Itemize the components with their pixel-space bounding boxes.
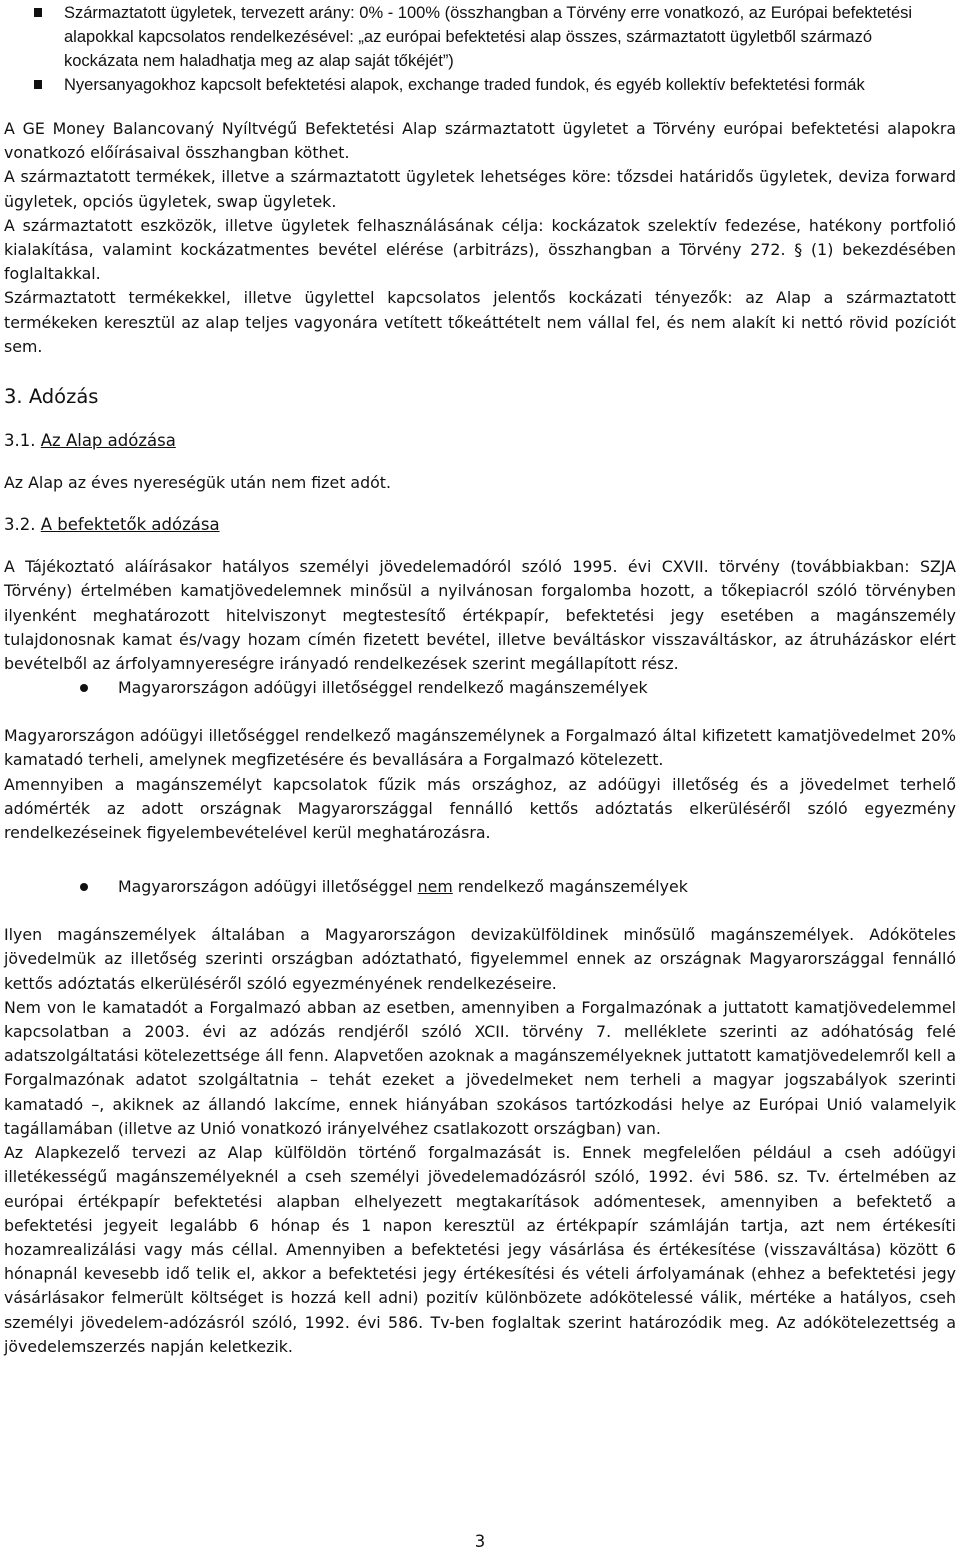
list-item-text-underlined: nem [417, 877, 453, 897]
subsection-number: 3.1. [4, 431, 36, 451]
spacer [4, 97, 956, 117]
subsection-heading [4, 429, 956, 453]
square-bullet-icon [34, 80, 42, 89]
spacer [4, 899, 956, 923]
round-bullet-icon [80, 883, 88, 891]
list-item-text-post: rendelkező magánszemélyek [452, 877, 688, 897]
spacer [4, 845, 956, 875]
spacer [4, 700, 956, 724]
paragraph: Az Alapkezelő tervezi az Alap külföldön történő forgalmazását is. Ennek megfelelően például a cseh adóügyi illetékességű magánszemélyeknél a cseh személyi jövedelemadózásról szóló, 1992. évi 586. sz. Tv. értelmében az európai értékpapír befektetési alapban elhelyezett megtakarítások adómentesek, amennyiben a befektető a befektetési jegyeit legalább 6 hónap és 1 napon keresztül az értékpapír számláján tartja, azt nem értékesíti hozamrealizálási vagy más céllal. Amennyiben a befektetési jegy vásárlása és értékesítése (visszaváltása) között 6 hónapnál kevesebb idő telik el, akkor a befektetési jegy értékesítési és vételi árfolyamának (ehhez a befektetési jegy vásárlásakor felmerült költséget is hozzá kell adni) pozitív különbözete adókötelessé válik, mértéke a hatályos, cseh személyi jövedelem-adózásról szóló, 1992. évi 586. Tv-ben foglaltak szerint határozódik meg. Az adókötelezettség a jövedelemszerzés napján keletkezik. [4, 1143, 956, 1356]
paragraph: A származtatott termékek, illetve a származtatott ügyletek lehetséges köre: tőzsdei határidős ügyletek, deviza forward ügyletek, opciós ügyletek, swap ügyletek. [4, 167, 956, 211]
spacer [4, 537, 956, 555]
list-item-text: Származtatott ügyletek, tervezett arány: 0% - 100% (összhangban a Törvény erre vonatkozó, az Európai befektetési alapokkal kapcsolatos rendelkezésével: „az európai befektetési alap összes, származtatott ügyletből származó kockázata nem haladhatja meg az alap saját tőkéjét”) [64, 4, 913, 70]
paragraph: Ilyen magánszemélyek általában a Magyarországon devizakülföldinek minősülő magánszemélyek. Adóköteles jövedelmük az illetőség szerinti országban adóztatható, figyelemmel ennek az országnak Magyarországgal fennálló kettős adóztatás elkerüléséről szóló egyezményének rendelkezéseire. [4, 925, 956, 993]
section-heading [4, 385, 956, 409]
round-bullet-icon [80, 684, 88, 692]
section-number: 3. [4, 385, 23, 409]
paragraph: A Tájékoztató aláírásakor hatályos személyi jövedelemadóról szóló 1995. évi CXVII. törvény (továbbiakban: SZJA Törvény) értelmében kamatjövedelemnek minősül a nyilvánosan forgalomba hozott, a tőkepiacról szóló törvényben ilyenként meghatározott hitelviszonyt megtestesítő értékpapír, befektetési jegy esetében a magánszemély tulajdonosnak kamat és/vagy hozam címén fizetett bevétel, illetve beváltáskor visszaváltáskor, az átruházáskor elért bevételből az árfolyamnyereségre irányadó rendelkezések szerint megállapított rész. [4, 557, 956, 674]
paragraph: Az Alap az éves nyereségük után nem fizet adót. [4, 473, 392, 493]
list-item [4, 1, 956, 73]
page-number: 3 [474, 1532, 486, 1551]
subsection-heading [4, 513, 956, 537]
list-item-text: Nyersanyagokhoz kapcsolt befektetési alapok, exchange traded fundok, és egyéb kollektív befektetési formák [64, 76, 865, 94]
list-item-text: Magyarországon adóügyi illetőséggel rendelkező magánszemélyek [118, 678, 648, 698]
spacer [4, 409, 956, 429]
subsection-title: Az Alap adózása [40, 431, 176, 451]
list-item-text-pre: Magyarországon adóügyi illetőséggel [118, 877, 418, 897]
paragraph: A származtatott eszközök, illetve ügyletek felhasználásának célja: kockázatok szelektív fedezése, hatékony portfolió kialakítása, valamint kockázatmentes bevétel elérése (arbitrázs), összhangban a Törvény 272. § (1) bekezdésében foglaltakkal. [4, 215, 956, 284]
paragraph: Nem von le kamatadót a Forgalmazó abban az esetben, amennyiben a Forgalmazónak a juttatott kamatjövedelemmel kapcsolatban a 2003. évi az adózás rendjéről szóló XCII. törvény 7. melléklete szerinti az adóhatóság felé adatszolgáltatási kötelezettsége áll fenn. Alapvetően azoknak a magánszemélyeknek juttatott kamatjövedelemről kell a Forgalmazónak adatot szolgáltatnia – tehát ezeket a jövedelmeket nem terheli a magyar jogszabályok szerinti kamatadó –, akiknek az állandó lakcíme, ennek hiányában szokásos tartózkodási helye az Európai Unió valamelyik tagállamában (illetve az Unió vonatkozó irányelvéhez csatlakozott országban) van. [4, 997, 956, 1138]
square-bullet-icon [34, 8, 42, 17]
paragraph: A GE Money Balancovaný Nyíltvégű Befektetési Alap származtatott ügyletet a Törvény európai befektetési alapokra vonatkozó előírásaival összhangban köthet. [4, 119, 956, 163]
spacer [4, 453, 956, 471]
paragraph: Amennyiben a magánszemélyt kapcsolatok fűzik más országhoz, az adóügyi illetőség és a jövedelmet terhelő adómérték az adott országnak Magyarországgal fennálló kettős adóztatás elkerüléséről szóló egyezmény rendelkezéseinek figyelembevételével kerül meghatározásra. [4, 774, 956, 843]
spacer [4, 495, 956, 513]
list-item [4, 73, 956, 97]
paragraph: Származtatott termékekkel, illetve ügylettel kapcsolatos jelentős kockázati tényezők: az Alap a származtatott termékeken keresztül az alap teljes vagyonára vetített tőkeáttételt nem vállal fel, és nem alakít ki nettó rövid pozíciót sem. [4, 288, 956, 356]
paragraph: Magyarországon adóügyi illetőséggel rendelkező magánszemélynek a Forgalmazó által kifizetett kamatjövedelmet 20% kamatadó terheli, amelynek megfizetésére és bevallására a Forgalmazó kötelezett. [4, 726, 956, 770]
spacer [4, 359, 956, 385]
subsection-number: 3.2. [4, 515, 36, 535]
section-title: Adózás [28, 385, 99, 409]
subsection-title: A befektetők adózása [40, 515, 220, 535]
list-item [4, 676, 956, 700]
bullet-list-instruments [4, 0, 956, 97]
list-item [4, 875, 956, 899]
